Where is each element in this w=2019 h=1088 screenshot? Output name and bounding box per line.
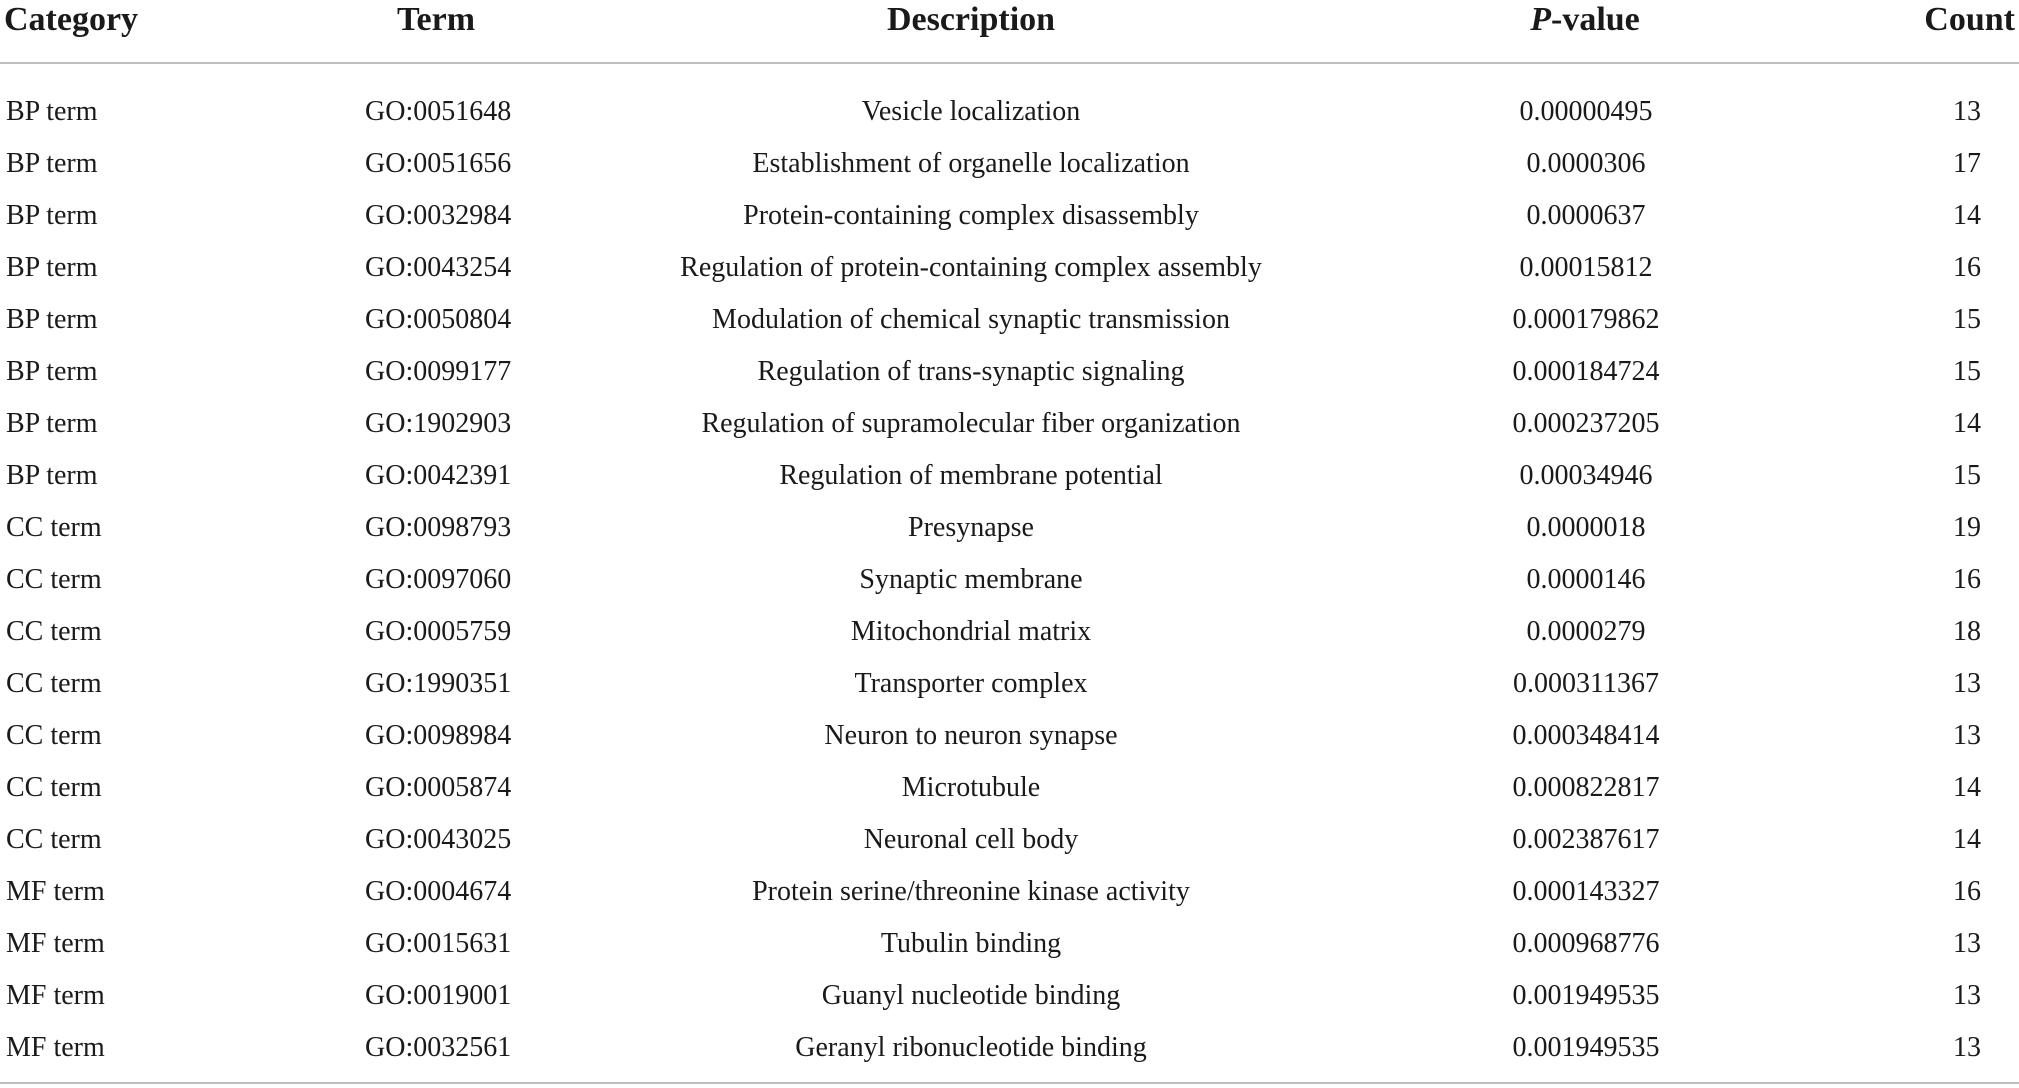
table-bottom-rule [0, 1082, 2019, 1084]
cell-category: CC term [6, 512, 102, 543]
header-term: Term [300, 0, 580, 63]
cell-description: Regulation of membrane potential [779, 460, 1163, 491]
cell-count: 15 [1953, 356, 1981, 387]
cell-count: 14 [1953, 408, 1981, 439]
table-header [0, 0, 2019, 63]
cell-term: GO:0015631 [365, 928, 512, 959]
cell-count: 13 [1953, 96, 1981, 127]
cell-count: 16 [1953, 564, 1981, 595]
cell-pvalue: 0.002387617 [1512, 824, 1660, 855]
cell-description: Guanyl nucleotide binding [821, 980, 1121, 1011]
table-row [0, 138, 2019, 190]
cell-description: Regulation of supramolecular fiber organization [701, 408, 1241, 439]
cell-category: MF term [6, 1032, 105, 1063]
cell-term: GO:1990351 [365, 668, 512, 699]
cell-category: MF term [6, 980, 105, 1011]
cell-description: Tubulin binding [880, 928, 1062, 959]
table-row [0, 502, 2019, 554]
table-row [0, 346, 2019, 398]
cell-category: CC term [6, 824, 102, 855]
cell-term: GO:0032984 [365, 200, 512, 231]
cell-pvalue: 0.0000146 [1526, 564, 1646, 595]
cell-category: CC term [6, 564, 102, 595]
cell-count: 13 [1953, 980, 1981, 1011]
cell-pvalue: 0.0000306 [1526, 148, 1646, 179]
cell-term: GO:0098793 [365, 512, 512, 543]
cell-count: 13 [1953, 668, 1981, 699]
cell-category: BP term [6, 252, 98, 283]
cell-description: Regulation of trans-synaptic signaling [757, 356, 1185, 387]
cell-pvalue: 0.000143327 [1512, 876, 1660, 907]
header-count: Count [1830, 0, 2019, 63]
table-row [0, 450, 2019, 502]
cell-description: Transporter complex [854, 668, 1088, 699]
cell-description: Geranyl ribonucleotide binding [795, 1032, 1147, 1063]
cell-category: BP term [6, 408, 98, 439]
cell-term: GO:0005759 [365, 616, 512, 647]
cell-description: Neuronal cell body [863, 824, 1079, 855]
cell-term: GO:0004674 [365, 876, 512, 907]
cell-category: CC term [6, 772, 102, 803]
cell-description: Mitochondrial matrix [850, 616, 1092, 647]
table-row [0, 658, 2019, 710]
cell-category: BP term [6, 96, 98, 127]
cell-description: Establishment of organelle localization [752, 148, 1190, 179]
cell-count: 13 [1953, 1032, 1981, 1063]
header-pvalue-italic: P [1530, 1, 1551, 38]
cell-pvalue: 0.00000495 [1519, 96, 1653, 127]
cell-term: GO:0043254 [365, 252, 512, 283]
cell-count: 14 [1953, 772, 1981, 803]
cell-count: 15 [1953, 460, 1981, 491]
cell-category: BP term [6, 460, 98, 491]
cell-pvalue: 0.0000279 [1526, 616, 1646, 647]
cell-count: 17 [1953, 148, 1981, 179]
header-description: Description [580, 0, 1370, 63]
table-row [0, 762, 2019, 814]
cell-pvalue: 0.000822817 [1512, 772, 1660, 803]
cell-category: BP term [6, 148, 98, 179]
cell-term: GO:0097060 [365, 564, 512, 595]
table-row [0, 1022, 2019, 1074]
cell-pvalue: 0.000237205 [1512, 408, 1660, 439]
table-row [0, 866, 2019, 918]
cell-pvalue: 0.00015812 [1519, 252, 1653, 283]
cell-description: Microtubule [901, 772, 1041, 803]
cell-description: Protein-containing complex disassembly [743, 200, 1199, 231]
cell-count: 16 [1953, 876, 1981, 907]
table-row [0, 398, 2019, 450]
cell-count: 13 [1953, 928, 1981, 959]
cell-pvalue: 0.000184724 [1512, 356, 1660, 387]
cell-category: CC term [6, 616, 102, 647]
cell-pvalue: 0.0000637 [1526, 200, 1646, 231]
table-row [0, 710, 2019, 762]
table-row [0, 606, 2019, 658]
cell-pvalue: 0.000311367 [1513, 668, 1659, 699]
cell-pvalue: 0.0000018 [1526, 512, 1646, 543]
table-row [0, 294, 2019, 346]
cell-category: BP term [6, 356, 98, 387]
table-body [0, 63, 2019, 1074]
cell-term: GO:0050804 [365, 304, 512, 335]
table-row [0, 918, 2019, 970]
cell-pvalue: 0.000179862 [1512, 304, 1660, 335]
table-row [0, 242, 2019, 294]
table-row [0, 554, 2019, 606]
cell-term: GO:0098984 [365, 720, 512, 751]
cell-count: 18 [1953, 616, 1981, 647]
cell-term: GO:0042391 [365, 460, 512, 491]
cell-term: GO:0019001 [365, 980, 512, 1011]
cell-count: 14 [1953, 824, 1981, 855]
cell-category: CC term [6, 720, 102, 751]
cell-count: 14 [1953, 200, 1981, 231]
header-row [0, 0, 2019, 63]
cell-description: Vesicle localization [861, 96, 1081, 127]
cell-term: GO:0051656 [365, 148, 512, 179]
cell-description: Modulation of chemical synaptic transmission [712, 304, 1230, 335]
table-row [0, 63, 2019, 138]
cell-term: GO:0005874 [365, 772, 512, 803]
cell-term: GO:1902903 [365, 408, 512, 439]
cell-category: BP term [6, 200, 98, 231]
table-row [0, 190, 2019, 242]
cell-description: Neuron to neuron synapse [824, 720, 1118, 751]
cell-count: 15 [1953, 304, 1981, 335]
header-pvalue [1370, 0, 1830, 63]
cell-pvalue: 0.000348414 [1512, 720, 1660, 751]
header-pvalue-rest: -value [1551, 1, 1640, 38]
cell-description: Protein serine/threonine kinase activity [752, 876, 1190, 907]
cell-description: Synaptic membrane [859, 564, 1083, 595]
cell-term: GO:0051648 [365, 96, 512, 127]
table-row [0, 814, 2019, 866]
cell-pvalue: 0.00034946 [1519, 460, 1653, 491]
cell-category: CC term [6, 668, 102, 699]
cell-category: MF term [6, 928, 105, 959]
cell-term: GO:0032561 [365, 1032, 512, 1063]
cell-count: 16 [1953, 252, 1981, 283]
cell-count: 13 [1953, 720, 1981, 751]
cell-pvalue: 0.000968776 [1512, 928, 1660, 959]
cell-term: GO:0043025 [365, 824, 512, 855]
cell-pvalue: 0.001949535 [1512, 1032, 1660, 1063]
cell-category: MF term [6, 876, 105, 907]
table-row [0, 970, 2019, 1022]
cell-description: Regulation of protein-containing complex assembly [680, 252, 1262, 283]
cell-description: Presynapse [908, 512, 1034, 543]
header-category: Category [0, 0, 300, 63]
cell-category: BP term [6, 304, 98, 335]
cell-pvalue: 0.001949535 [1512, 980, 1660, 1011]
cell-term: GO:0099177 [365, 356, 512, 387]
cell-count: 19 [1953, 512, 1981, 543]
